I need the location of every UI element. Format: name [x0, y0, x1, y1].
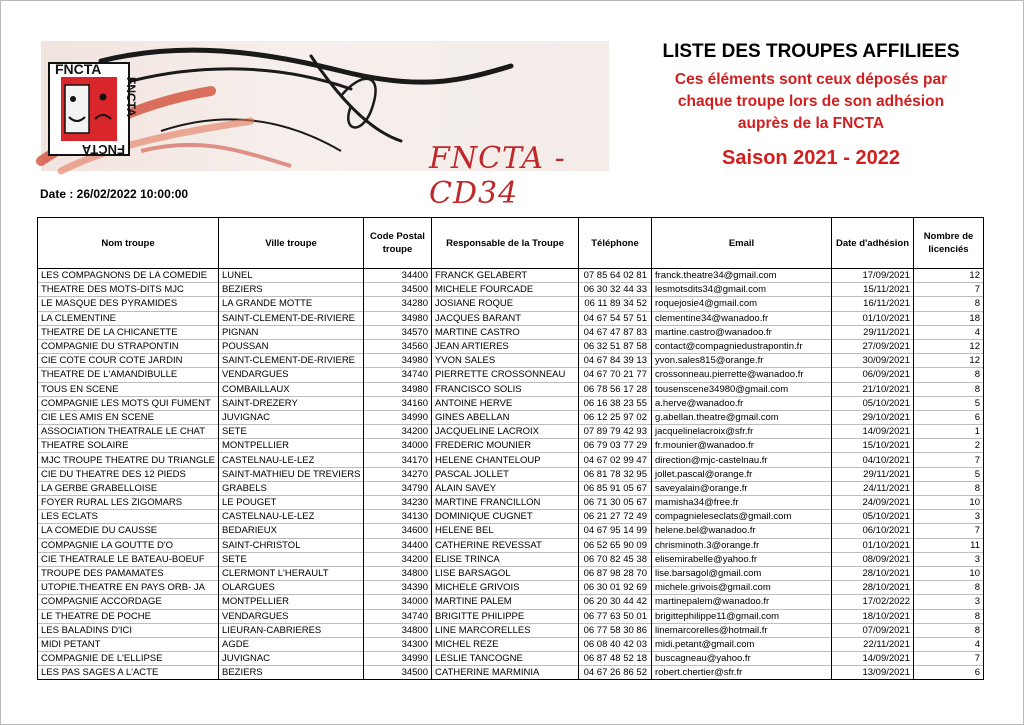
cell-nom-troupe: LA CLEMENTINE	[38, 311, 219, 325]
table-row	[38, 524, 984, 538]
cell-responsable: FREDERIC MOUNIER	[432, 439, 579, 453]
cell-responsable: FRANCK GELABERT	[432, 269, 579, 283]
cell-nombre-licencies: 8	[914, 581, 984, 595]
cell-email: martinepalem@wanadoo.fr	[652, 595, 832, 609]
cell-code-postal: 34390	[364, 581, 432, 595]
cell-responsable: FRANCISCO SOLIS	[432, 382, 579, 396]
table-row	[38, 538, 984, 552]
table-row	[38, 439, 984, 453]
cell-code-postal: 34000	[364, 595, 432, 609]
table-row	[38, 481, 984, 495]
cell-ville-troupe: OLARGUES	[219, 581, 364, 595]
cell-ville-troupe: SETE	[219, 552, 364, 566]
cell-email: jacquelinelacroix@sfr.fr	[652, 425, 832, 439]
cell-ville-troupe: AGDE	[219, 637, 364, 651]
cell-responsable: BRIGITTE PHILIPPE	[432, 609, 579, 623]
table-row	[38, 609, 984, 623]
cell-responsable: JACQUELINE LACROIX	[432, 425, 579, 439]
cell-responsable: CATHERINE MARMINIA	[432, 666, 579, 680]
cell-responsable: MICHELE FOURCADE	[432, 283, 579, 297]
cell-nom-troupe: TOUS EN SCENE	[38, 382, 219, 396]
cell-date-adhesion: 05/10/2021	[832, 510, 914, 524]
cell-code-postal: 34200	[364, 425, 432, 439]
cell-nom-troupe: FOYER RURAL LES ZIGOMARS	[38, 496, 219, 510]
cell-nombre-licencies: 7	[914, 652, 984, 666]
cell-ville-troupe: BEZIERS	[219, 666, 364, 680]
cell-responsable: CATHERINE REVESSAT	[432, 538, 579, 552]
cell-date-adhesion: 14/09/2021	[832, 425, 914, 439]
cell-telephone: 06 30 01 92 69	[579, 581, 652, 595]
cell-nom-troupe: COMPAGNIE LES MOTS QUI FUMENT	[38, 396, 219, 410]
column-header-date-adhesion: Date d'adhésion	[832, 218, 914, 269]
cell-nom-troupe: ASSOCIATION THEATRALE LE CHAT	[38, 425, 219, 439]
cell-ville-troupe: CLERMONT L'HERAULT	[219, 566, 364, 580]
cell-ville-troupe: SETE	[219, 425, 364, 439]
subtitle-line: Ces éléments sont ceux déposés par	[674, 71, 948, 88]
cell-ville-troupe: BEZIERS	[219, 283, 364, 297]
cell-responsable: ELISE TRINCA	[432, 552, 579, 566]
cell-nom-troupe: THEATRE DES MOTS-DITS MJC	[38, 283, 219, 297]
cell-email: chrisminoth.3@orange.fr	[652, 538, 832, 552]
cell-date-adhesion: 18/10/2021	[832, 609, 914, 623]
cell-code-postal: 34200	[364, 552, 432, 566]
cell-email: lesmotsdits34@gmail.com	[652, 283, 832, 297]
cell-responsable: PASCAL JOLLET	[432, 467, 579, 481]
cell-responsable: LISE BARSAGOL	[432, 566, 579, 580]
cell-nom-troupe: THEATRE DE L'AMANDIBULLE	[38, 368, 219, 382]
table-row	[38, 510, 984, 524]
cell-email: clementine34@wanadoo.fr	[652, 311, 832, 325]
cell-responsable: JACQUES BARANT	[432, 311, 579, 325]
cell-date-adhesion: 08/09/2021	[832, 552, 914, 566]
cell-responsable: HELENE CHANTELOUP	[432, 453, 579, 467]
document-title: LISTE DES TROUPES AFFILIEES	[662, 41, 960, 62]
cell-email: contact@compagniedustrapontin.fr	[652, 339, 832, 353]
cell-telephone: 06 30 32 44 33	[579, 283, 652, 297]
table-row	[38, 297, 984, 311]
cell-code-postal: 34740	[364, 368, 432, 382]
cell-code-postal: 34560	[364, 339, 432, 353]
cell-code-postal: 34000	[364, 439, 432, 453]
cell-nom-troupe: CIE LES AMIS EN SCENE	[38, 410, 219, 424]
cell-date-adhesion: 28/10/2021	[832, 581, 914, 595]
cell-nom-troupe: THEATRE DE LA CHICANETTE	[38, 325, 219, 339]
cell-responsable: GINES ABELLAN	[432, 410, 579, 424]
document-header	[621, 39, 1001, 170]
cell-nom-troupe: LES ECLATS	[38, 510, 219, 524]
cell-telephone: 06 87 98 28 70	[579, 566, 652, 580]
cell-responsable: LINE MARCORELLES	[432, 623, 579, 637]
table-row	[38, 368, 984, 382]
cell-date-adhesion: 15/10/2021	[832, 439, 914, 453]
cell-date-adhesion: 24/09/2021	[832, 496, 914, 510]
cell-ville-troupe: CASTELNAU-LE-LEZ	[219, 453, 364, 467]
cell-code-postal: 34990	[364, 652, 432, 666]
cell-telephone: 06 79 03 77 29	[579, 439, 652, 453]
cell-date-adhesion: 15/11/2021	[832, 283, 914, 297]
cell-code-postal: 34980	[364, 311, 432, 325]
cell-code-postal: 34400	[364, 538, 432, 552]
cell-telephone: 04 67 70 21 77	[579, 368, 652, 382]
cell-date-adhesion: 17/02/2022	[832, 595, 914, 609]
cell-responsable: ALAIN SAVEY	[432, 481, 579, 495]
cell-nombre-licencies: 5	[914, 467, 984, 481]
cell-nombre-licencies: 3	[914, 552, 984, 566]
cell-date-adhesion: 14/09/2021	[832, 652, 914, 666]
cell-responsable: YVON SALES	[432, 354, 579, 368]
cell-ville-troupe: SAINT-CLEMENT-DE-RIVIERE	[219, 311, 364, 325]
cell-ville-troupe: SAINT-DREZERY	[219, 396, 364, 410]
cell-nom-troupe: UTOPIE.THEATRE EN PAYS ORB- JA	[38, 581, 219, 595]
table-row	[38, 552, 984, 566]
cell-telephone: 06 77 63 50 01	[579, 609, 652, 623]
cell-code-postal: 34500	[364, 666, 432, 680]
cell-ville-troupe: JUVIGNAC	[219, 410, 364, 424]
cell-code-postal: 34400	[364, 269, 432, 283]
cell-telephone: 06 87 48 52 18	[579, 652, 652, 666]
table-row	[38, 623, 984, 637]
cell-ville-troupe: GRABELS	[219, 481, 364, 495]
cell-responsable: HELENE BEL	[432, 524, 579, 538]
table-row	[38, 652, 984, 666]
cell-telephone: 06 12 25 97 02	[579, 410, 652, 424]
cell-email: yvon.sales815@orange.fr	[652, 354, 832, 368]
table-row	[38, 637, 984, 651]
cell-telephone: 04 67 02 99 47	[579, 453, 652, 467]
cell-nombre-licencies: 10	[914, 496, 984, 510]
cell-telephone: 06 20 30 44 42	[579, 595, 652, 609]
table-row	[38, 581, 984, 595]
table-row	[38, 283, 984, 297]
cell-email: franck.theatre34@gmail.com	[652, 269, 832, 283]
cell-telephone: 06 77 58 30 86	[579, 623, 652, 637]
cell-email: brigittephilippe11@gmail.com	[652, 609, 832, 623]
cell-code-postal: 34160	[364, 396, 432, 410]
cell-nombre-licencies: 8	[914, 609, 984, 623]
cell-ville-troupe: MONTPELLIER	[219, 595, 364, 609]
cell-nom-troupe: MJC TROUPE THEATRE DU TRIANGLE	[38, 453, 219, 467]
cell-nombre-licencies: 6	[914, 666, 984, 680]
cell-email: crossonneau.pierrette@wanadoo.fr	[652, 368, 832, 382]
cell-telephone: 04 67 84 39 13	[579, 354, 652, 368]
table-row	[38, 666, 984, 680]
cell-nombre-licencies: 8	[914, 297, 984, 311]
cell-telephone: 06 52 65 90 09	[579, 538, 652, 552]
column-header-code-postal: Code Postal troupe	[364, 218, 432, 269]
cell-nom-troupe: COMPAGNIE ACCORDAGE	[38, 595, 219, 609]
table-row	[38, 339, 984, 353]
cell-nom-troupe: CIE DU THEATRE DES 12 PIEDS	[38, 467, 219, 481]
cell-telephone: 06 08 40 42 03	[579, 637, 652, 651]
cell-ville-troupe: SAINT-CLEMENT-DE-RIVIERE	[219, 354, 364, 368]
cell-email: midi.petant@gmail.com	[652, 637, 832, 651]
cell-nombre-licencies: 8	[914, 623, 984, 637]
cell-ville-troupe: POUSSAN	[219, 339, 364, 353]
season-label: Saison 2021 - 2022	[722, 147, 900, 169]
cell-nom-troupe: COMPAGNIE DE L'ELLIPSE	[38, 652, 219, 666]
table-row	[38, 595, 984, 609]
cell-ville-troupe: LUNEL	[219, 269, 364, 283]
cell-nom-troupe: LE THEATRE DE POCHE	[38, 609, 219, 623]
cell-ville-troupe: SAINT-MATHIEU DE TREVIERS	[219, 467, 364, 481]
cell-code-postal: 34230	[364, 496, 432, 510]
cell-email: lise.barsagol@gmail.com	[652, 566, 832, 580]
cell-ville-troupe: BEDARIEUX	[219, 524, 364, 538]
cell-email: michele.grivois@gmail.com	[652, 581, 832, 595]
cell-email: helene.bel@wanadoo.fr	[652, 524, 832, 538]
table-header-row	[38, 218, 984, 269]
cell-ville-troupe: VENDARGUES	[219, 368, 364, 382]
cell-nombre-licencies: 8	[914, 368, 984, 382]
cell-email: mamisha34@free.fr	[652, 496, 832, 510]
cell-telephone: 04 67 47 87 83	[579, 325, 652, 339]
table-row	[38, 566, 984, 580]
cell-ville-troupe: JUVIGNAC	[219, 652, 364, 666]
troupes-table	[37, 217, 984, 680]
column-header-nom: Nom troupe	[38, 218, 219, 269]
table-row	[38, 425, 984, 439]
cell-date-adhesion: 13/09/2021	[832, 666, 914, 680]
cell-responsable: LESLIE TANCOGNE	[432, 652, 579, 666]
cell-telephone: 04 67 54 57 51	[579, 311, 652, 325]
cell-date-adhesion: 01/10/2021	[832, 538, 914, 552]
table-row	[38, 354, 984, 368]
column-header-email: Email	[652, 218, 832, 269]
cell-code-postal: 34130	[364, 510, 432, 524]
cell-email: a.herve@wanadoo.fr	[652, 396, 832, 410]
cell-responsable: MARTINE PALEM	[432, 595, 579, 609]
cell-date-adhesion: 17/09/2021	[832, 269, 914, 283]
cell-nom-troupe: MIDI PETANT	[38, 637, 219, 651]
cell-email: compagnieleseclats@gmail.com	[652, 510, 832, 524]
cell-ville-troupe: CASTELNAU-LE-LEZ	[219, 510, 364, 524]
cell-telephone: 07 85 64 02 81	[579, 269, 652, 283]
table-row	[38, 467, 984, 481]
cell-nombre-licencies: 7	[914, 524, 984, 538]
cell-code-postal: 34270	[364, 467, 432, 481]
cell-code-postal: 34300	[364, 637, 432, 651]
cell-nombre-licencies: 11	[914, 538, 984, 552]
cell-date-adhesion: 01/10/2021	[832, 311, 914, 325]
cell-date-adhesion: 04/10/2021	[832, 453, 914, 467]
cell-responsable: MICHELE GRIVOIS	[432, 581, 579, 595]
cell-nom-troupe: THEATRE SOLAIRE	[38, 439, 219, 453]
cell-nom-troupe: LA COMEDIE DU CAUSSE	[38, 524, 219, 538]
cell-nombre-licencies: 12	[914, 269, 984, 283]
cell-nom-troupe: LES PAS SAGES A L'ACTE	[38, 666, 219, 680]
cell-nombre-licencies: 7	[914, 453, 984, 467]
cell-nombre-licencies: 5	[914, 396, 984, 410]
cell-nom-troupe: CIE THEATRALE LE BATEAU-BOEUF	[38, 552, 219, 566]
cell-telephone: 06 71 30 05 67	[579, 496, 652, 510]
cell-nom-troupe: LE MASQUE DES PYRAMIDES	[38, 297, 219, 311]
cell-nom-troupe: TROUPE DES PAMAMATES	[38, 566, 219, 580]
cell-nombre-licencies: 3	[914, 510, 984, 524]
cell-code-postal: 34990	[364, 410, 432, 424]
cell-code-postal: 34800	[364, 623, 432, 637]
table-row	[38, 325, 984, 339]
cell-date-adhesion: 05/10/2021	[832, 396, 914, 410]
cell-nom-troupe: LA GERBE GRABELLOISE	[38, 481, 219, 495]
cell-nom-troupe: COMPAGNIE DU STRAPONTIN	[38, 339, 219, 353]
cell-telephone: 06 16 38 23 55	[579, 396, 652, 410]
cell-code-postal: 34980	[364, 382, 432, 396]
column-header-responsable: Responsable de la Troupe	[432, 218, 579, 269]
cell-nom-troupe: CIE COTE COUR COTE JARDIN	[38, 354, 219, 368]
cell-ville-troupe: LIEURAN-CABRIERES	[219, 623, 364, 637]
cell-nombre-licencies: 8	[914, 382, 984, 396]
subtitle-line: auprès de la FNCTA	[737, 115, 885, 132]
cell-code-postal: 34740	[364, 609, 432, 623]
cell-nombre-licencies: 6	[914, 410, 984, 424]
cell-email: jollet.pascal@orange.fr	[652, 467, 832, 481]
column-header-licencies: Nombre de licenciés	[914, 218, 984, 269]
cell-responsable: ANTOINE HERVE	[432, 396, 579, 410]
cell-email: fr.mounier@wanadoo.fr	[652, 439, 832, 453]
cell-nombre-licencies: 1	[914, 425, 984, 439]
cell-nombre-licencies: 4	[914, 637, 984, 651]
cell-code-postal: 34280	[364, 297, 432, 311]
cell-date-adhesion: 28/10/2021	[832, 566, 914, 580]
table-row	[38, 496, 984, 510]
cell-responsable: PIERRETTE CROSSONNEAU	[432, 368, 579, 382]
cell-email: buscagneau@yahoo.fr	[652, 652, 832, 666]
cell-responsable: MICHEL REZE	[432, 637, 579, 651]
document-subtitle	[621, 69, 1001, 135]
cell-nombre-licencies: 4	[914, 325, 984, 339]
cell-nombre-licencies: 8	[914, 481, 984, 495]
cell-code-postal: 34800	[364, 566, 432, 580]
cell-date-adhesion: 22/11/2021	[832, 637, 914, 651]
cell-telephone: 06 70 82 45 38	[579, 552, 652, 566]
cell-date-adhesion: 24/11/2021	[832, 481, 914, 495]
cell-email: robert.chertier@sfr.fr	[652, 666, 832, 680]
cell-date-adhesion: 29/11/2021	[832, 467, 914, 481]
cell-telephone: 06 85 91 05 67	[579, 481, 652, 495]
cell-date-adhesion: 29/11/2021	[832, 325, 914, 339]
cell-nombre-licencies: 3	[914, 595, 984, 609]
cell-nombre-licencies: 2	[914, 439, 984, 453]
cell-code-postal: 34600	[364, 524, 432, 538]
cell-responsable: DOMINIQUE CUGNET	[432, 510, 579, 524]
cell-ville-troupe: LE POUGET	[219, 496, 364, 510]
column-header-ville: Ville troupe	[219, 218, 364, 269]
table-row	[38, 396, 984, 410]
cell-telephone: 06 21 27 72 49	[579, 510, 652, 524]
cell-email: linemarcorelles@hotmail.fr	[652, 623, 832, 637]
cell-nombre-licencies: 12	[914, 354, 984, 368]
cell-code-postal: 34170	[364, 453, 432, 467]
cell-date-adhesion: 30/09/2021	[832, 354, 914, 368]
svg-text:FNCTA: FNCTA	[55, 61, 102, 77]
cell-responsable: MARTINE CASTRO	[432, 325, 579, 339]
cell-telephone: 04 67 26 86 52	[579, 666, 652, 680]
date-line: Date : 26/02/2022 10:00:00	[40, 187, 189, 201]
cell-date-adhesion: 29/10/2021	[832, 410, 914, 424]
cell-date-adhesion: 07/09/2021	[832, 623, 914, 637]
cell-email: g.abellan.theatre@gmail.com	[652, 410, 832, 424]
cell-email: elisemirabelle@yahoo.fr	[652, 552, 832, 566]
cell-responsable: MARTINE FRANCILLON	[432, 496, 579, 510]
cell-ville-troupe: SAINT-CHRISTOL	[219, 538, 364, 552]
table-row	[38, 382, 984, 396]
fncta-logo-icon	[49, 61, 138, 157]
cell-ville-troupe: PIGNAN	[219, 325, 364, 339]
table-row	[38, 453, 984, 467]
cell-code-postal: 34570	[364, 325, 432, 339]
banner-caption: FNCTA - CD34	[429, 141, 566, 211]
cell-telephone: 04 67 95 14 99	[579, 524, 652, 538]
cell-nombre-licencies: 10	[914, 566, 984, 580]
cell-email: saveyalain@orange.fr	[652, 481, 832, 495]
cell-telephone: 06 32 51 87 58	[579, 339, 652, 353]
cell-date-adhesion: 06/09/2021	[832, 368, 914, 382]
cell-code-postal: 34790	[364, 481, 432, 495]
cell-responsable: JEAN ARTIERES	[432, 339, 579, 353]
cell-code-postal: 34500	[364, 283, 432, 297]
cell-email: tousenscene34980@gmail.com	[652, 382, 832, 396]
cell-ville-troupe: LA GRANDE MOTTE	[219, 297, 364, 311]
cell-nom-troupe: LES BALADINS D'ICI	[38, 623, 219, 637]
cell-telephone: 06 81 78 32 95	[579, 467, 652, 481]
svg-text:FNCTA: FNCTA	[124, 77, 138, 117]
cell-date-adhesion: 06/10/2021	[832, 524, 914, 538]
table-row	[38, 311, 984, 325]
cell-nom-troupe: COMPAGNIE LA GOUTTE D'O	[38, 538, 219, 552]
cell-nombre-licencies: 12	[914, 339, 984, 353]
cell-ville-troupe: COMBAILLAUX	[219, 382, 364, 396]
cell-code-postal: 34980	[364, 354, 432, 368]
cell-email: direction@mjc-castelnau.fr	[652, 453, 832, 467]
column-header-telephone: Téléphone	[579, 218, 652, 269]
cell-date-adhesion: 27/09/2021	[832, 339, 914, 353]
cell-responsable: JOSIANE ROQUE	[432, 297, 579, 311]
cell-nombre-licencies: 7	[914, 283, 984, 297]
cell-telephone: 06 11 89 34 52	[579, 297, 652, 311]
table-row	[38, 269, 984, 283]
cell-ville-troupe: VENDARGUES	[219, 609, 364, 623]
cell-nombre-licencies: 18	[914, 311, 984, 325]
cell-ville-troupe: MONTPELLIER	[219, 439, 364, 453]
cell-email: roquejosie4@gmail.com	[652, 297, 832, 311]
svg-text:FNCTA: FNCTA	[81, 142, 125, 157]
cell-telephone: 07 89 79 42 93	[579, 425, 652, 439]
subtitle-line: chaque troupe lors de son adhésion	[677, 93, 945, 110]
cell-date-adhesion: 21/10/2021	[832, 382, 914, 396]
cell-email: martine.castro@wanadoo.fr	[652, 325, 832, 339]
cell-nom-troupe: LES COMPAGNONS DE LA COMEDIE	[38, 269, 219, 283]
cell-telephone: 06 78 56 17 28	[579, 382, 652, 396]
table-row	[38, 410, 984, 424]
cell-date-adhesion: 16/11/2021	[832, 297, 914, 311]
